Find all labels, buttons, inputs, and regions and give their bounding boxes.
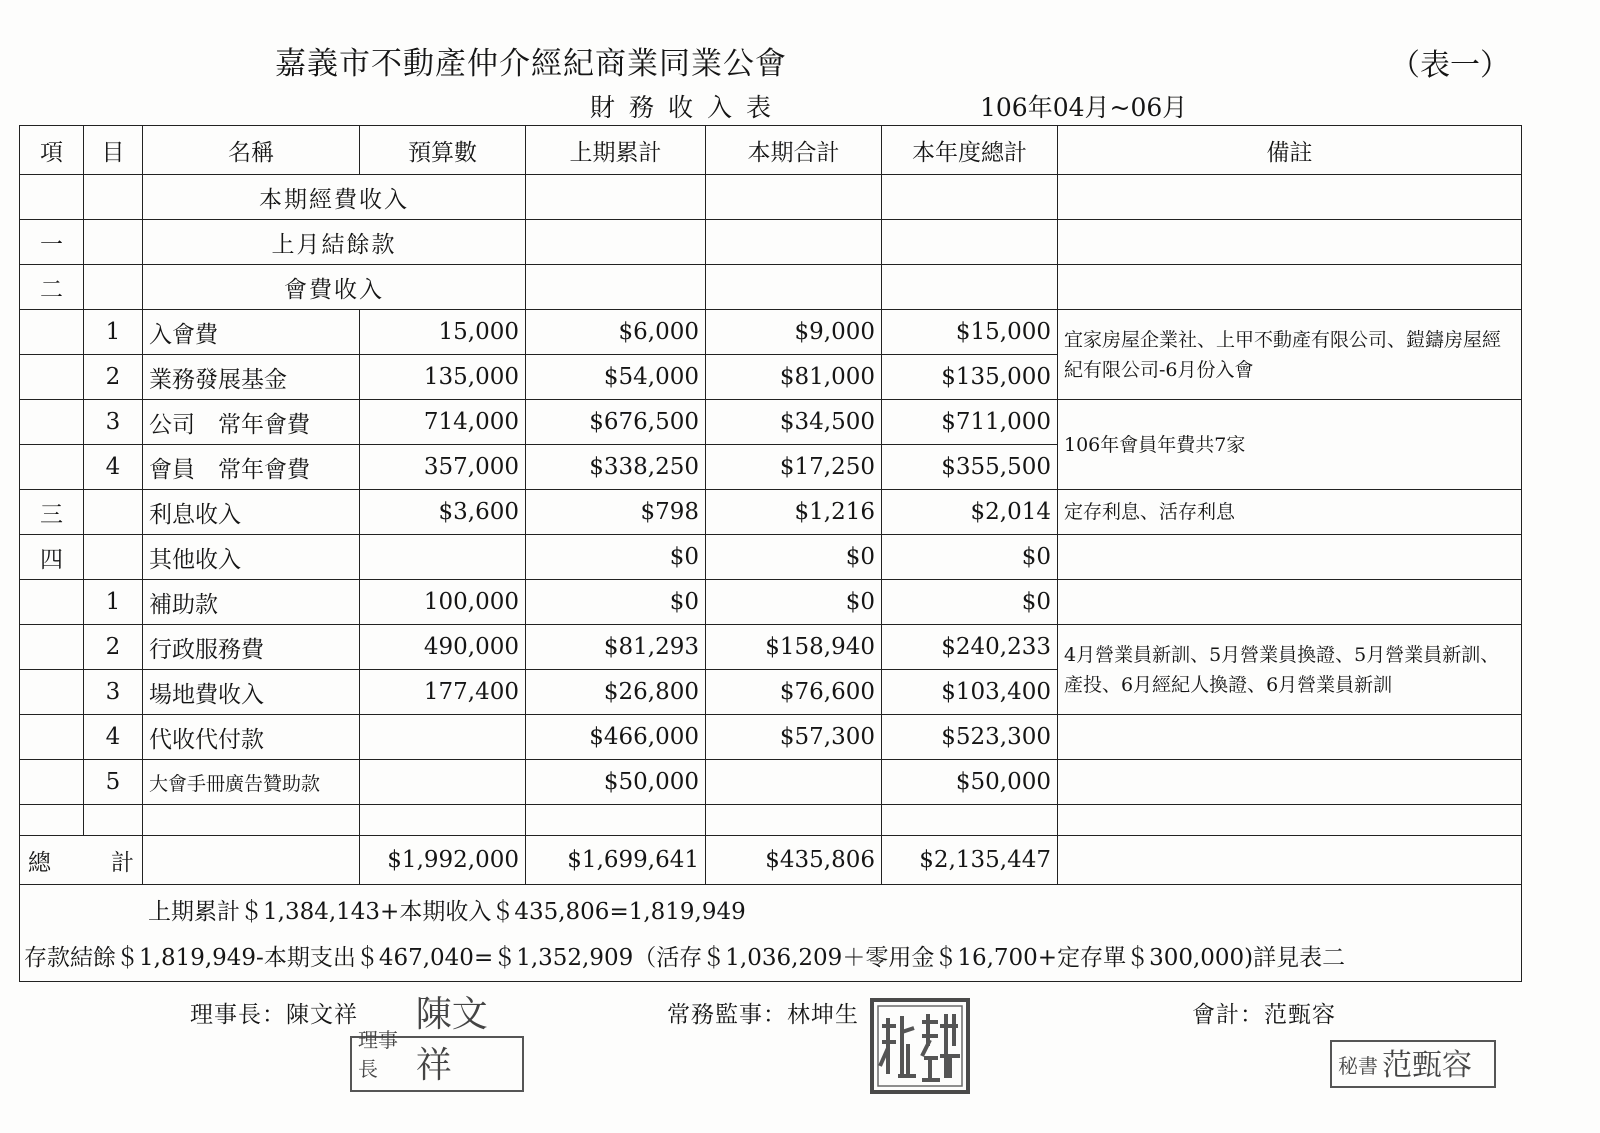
budget-cell: 357,000 [360,445,526,490]
remarks-cell: 4月營業員新訓、5月營業員換證、5月營業員新訓、產投、6月經紀人換證、6月營業員新訓 [1058,625,1522,715]
accountant-signature: 會計：范甄容 [1192,1002,1336,1028]
ytd-cell: $523,300 [882,715,1058,760]
previous-cell: $676,500 [526,400,706,445]
item-cell: 三 [20,490,84,535]
current-cell: $1,216 [706,490,882,535]
budget-cell: 714,000 [360,400,526,445]
name-cell: 代收代付款 [143,715,360,760]
current-cell [706,760,882,805]
item-cell [20,355,84,400]
blank-cell [20,805,84,836]
remarks-cell [1058,760,1522,805]
secretary-seal-title: 秘書 [1338,1054,1378,1078]
total-previous: $1,699,641 [526,836,706,885]
table-header-row [20,126,1522,175]
table-row [20,580,1522,625]
blank-cell [706,805,882,836]
report-period: 106年04月~06月 [980,93,1188,122]
current-cell: $34,500 [706,400,882,445]
table-row [20,265,1522,310]
previous-cell [526,220,706,265]
chairman-seal-name: 陳文祥 [415,994,488,1086]
current-cell: $0 [706,580,882,625]
summary-row [20,885,1522,982]
column-header-budget: 預算數 [360,126,526,175]
table-row [20,535,1522,580]
item-cell [20,175,84,220]
organization-title: 嘉義市不動產仲介經紀商業同業公會 [275,46,787,82]
total-label-first: 總 [28,849,51,876]
total-remarks [1058,836,1522,885]
name-cell: 會員 常年會費 [143,445,360,490]
remarks-cell [1058,715,1522,760]
previous-cell: $0 [526,535,706,580]
blank-cell [143,805,360,836]
current-cell: $0 [706,535,882,580]
item-cell [20,445,84,490]
previous-cell: $798 [526,490,706,535]
ytd-cell: $135,000 [882,355,1058,400]
remarks-cell [1058,220,1522,265]
item-cell [20,760,84,805]
secretary-seal [1330,1040,1496,1088]
ytd-cell: $355,500 [882,445,1058,490]
name-cell: 場地費收入 [143,670,360,715]
current-cell: $17,250 [706,445,882,490]
subitem-cell: 2 [84,355,143,400]
total-row [20,836,1522,885]
subitem-cell: 4 [84,445,143,490]
form-number: （表一） [1390,48,1510,83]
column-header-name: 名稱 [143,126,360,175]
previous-cell: $81,293 [526,625,706,670]
item-cell: 二 [20,265,84,310]
column-header-subitem: 目 [84,126,143,175]
ytd-cell: $0 [882,535,1058,580]
ytd-cell [882,220,1058,265]
subitem-cell [84,265,143,310]
previous-cell: $26,800 [526,670,706,715]
item-cell [20,670,84,715]
subitem-cell: 5 [84,760,143,805]
previous-cell [526,175,706,220]
chairman-signature: 理事長：陳文祥 [190,1002,358,1028]
name-cell: 利息收入 [143,490,360,535]
table-row [20,220,1522,265]
table-row [20,400,1522,445]
name-cell: 業務發展基金 [143,355,360,400]
subitem-cell [84,220,143,265]
previous-cell: $50,000 [526,760,706,805]
budget-cell [360,760,526,805]
blank-cell [84,805,143,836]
ytd-cell: $2,014 [882,490,1058,535]
subitem-cell [84,490,143,535]
column-header-remarks: 備註 [1058,126,1522,175]
remarks-cell: 定存利息、活存利息 [1058,490,1522,535]
remarks-cell [1058,265,1522,310]
ytd-cell: $15,000 [882,310,1058,355]
name-cell: 行政服務費 [143,625,360,670]
blank-cell [360,805,526,836]
supervisor-signature: 常務監事：林坤生 [667,1002,859,1028]
ytd-cell: $50,000 [882,760,1058,805]
total-budget: $1,992,000 [360,836,526,885]
previous-cell: $6,000 [526,310,706,355]
item-cell [20,580,84,625]
subitem-cell: 1 [84,580,143,625]
previous-cell: $338,250 [526,445,706,490]
subitem-cell: 1 [84,310,143,355]
current-cell [706,175,882,220]
chairman-seal [350,994,524,1092]
ytd-cell: $103,400 [882,670,1058,715]
summary-line-balance: 存款結餘＄1,819,949-本期支出＄467,040=＄1,352,909（活存＄1,036,209＋零用金＄16,700+定存單＄300,000)詳見表二 [24,945,1346,971]
current-cell: $158,940 [706,625,882,670]
budget-cell: 490,000 [360,625,526,670]
table-row [20,760,1522,805]
name-cell: 會費收入 [143,265,526,310]
total-label [20,836,143,885]
table-row [20,310,1522,355]
item-cell [20,625,84,670]
subitem-cell: 2 [84,625,143,670]
blank-cell [882,805,1058,836]
table-row [20,715,1522,760]
current-cell [706,220,882,265]
budget-cell: 177,400 [360,670,526,715]
column-header-item: 項 [20,126,84,175]
current-cell: $9,000 [706,310,882,355]
total-current: $435,806 [706,836,882,885]
supervisor-seal-stamp [868,996,972,1096]
budget-cell: 15,000 [360,310,526,355]
name-cell: 大會手冊廣告贊助款 [143,760,360,805]
budget-cell: 100,000 [360,580,526,625]
total-label-second: 計 [111,849,134,876]
budget-cell [360,535,526,580]
item-cell [20,310,84,355]
name-cell: 本期經費收入 [143,175,526,220]
blank-cell [1058,805,1522,836]
previous-cell: $0 [526,580,706,625]
current-cell: $76,600 [706,670,882,715]
budget-cell: $3,600 [360,490,526,535]
item-cell: 四 [20,535,84,580]
total-name-cell [143,836,360,885]
ytd-cell: $240,233 [882,625,1058,670]
column-header-ytd: 本年度總計 [882,126,1058,175]
previous-cell: $466,000 [526,715,706,760]
total-ytd: $2,135,447 [882,836,1058,885]
name-cell: 補助款 [143,580,360,625]
name-cell: 其他收入 [143,535,360,580]
blank-row [20,805,1522,836]
secretary-seal-name: 范甄容 [1382,1048,1472,1083]
subitem-cell [84,535,143,580]
summary-cell [20,885,1522,982]
remarks-cell [1058,535,1522,580]
remarks-cell: 宜家房屋企業社、上甲不動產有限公司、鎧鑄房屋經紀有限公司-6月份入會 [1058,310,1522,400]
budget-cell: 135,000 [360,355,526,400]
ytd-cell: $711,000 [882,400,1058,445]
column-header-previous: 上期累計 [526,126,706,175]
report-title: 財務收入表 [590,93,786,122]
current-cell [706,265,882,310]
item-cell [20,715,84,760]
item-cell: 一 [20,220,84,265]
remarks-cell [1058,580,1522,625]
current-cell: $57,300 [706,715,882,760]
column-header-current: 本期合計 [706,126,882,175]
subitem-cell: 3 [84,670,143,715]
previous-cell: $54,000 [526,355,706,400]
previous-cell [526,265,706,310]
remarks-cell [1058,175,1522,220]
name-cell: 入會費 [143,310,360,355]
name-cell: 上月結餘款 [143,220,526,265]
item-cell [20,400,84,445]
table-row [20,175,1522,220]
remarks-cell: 106年會員年費共7家 [1058,400,1522,490]
budget-cell [360,715,526,760]
ytd-cell [882,175,1058,220]
table-row [20,625,1522,670]
chairman-seal-title: 理事長 [358,1028,398,1081]
ytd-cell [882,265,1058,310]
current-cell: $81,000 [706,355,882,400]
ytd-cell: $0 [882,580,1058,625]
subitem-cell: 3 [84,400,143,445]
summary-line-carryover: 上期累計＄1,384,143+本期收入＄435,806=1,819,949 [148,899,746,925]
subitem-cell: 4 [84,715,143,760]
name-cell: 公司 常年會費 [143,400,360,445]
blank-cell [526,805,706,836]
subitem-cell [84,175,143,220]
income-table [19,125,1522,982]
table-row [20,490,1522,535]
